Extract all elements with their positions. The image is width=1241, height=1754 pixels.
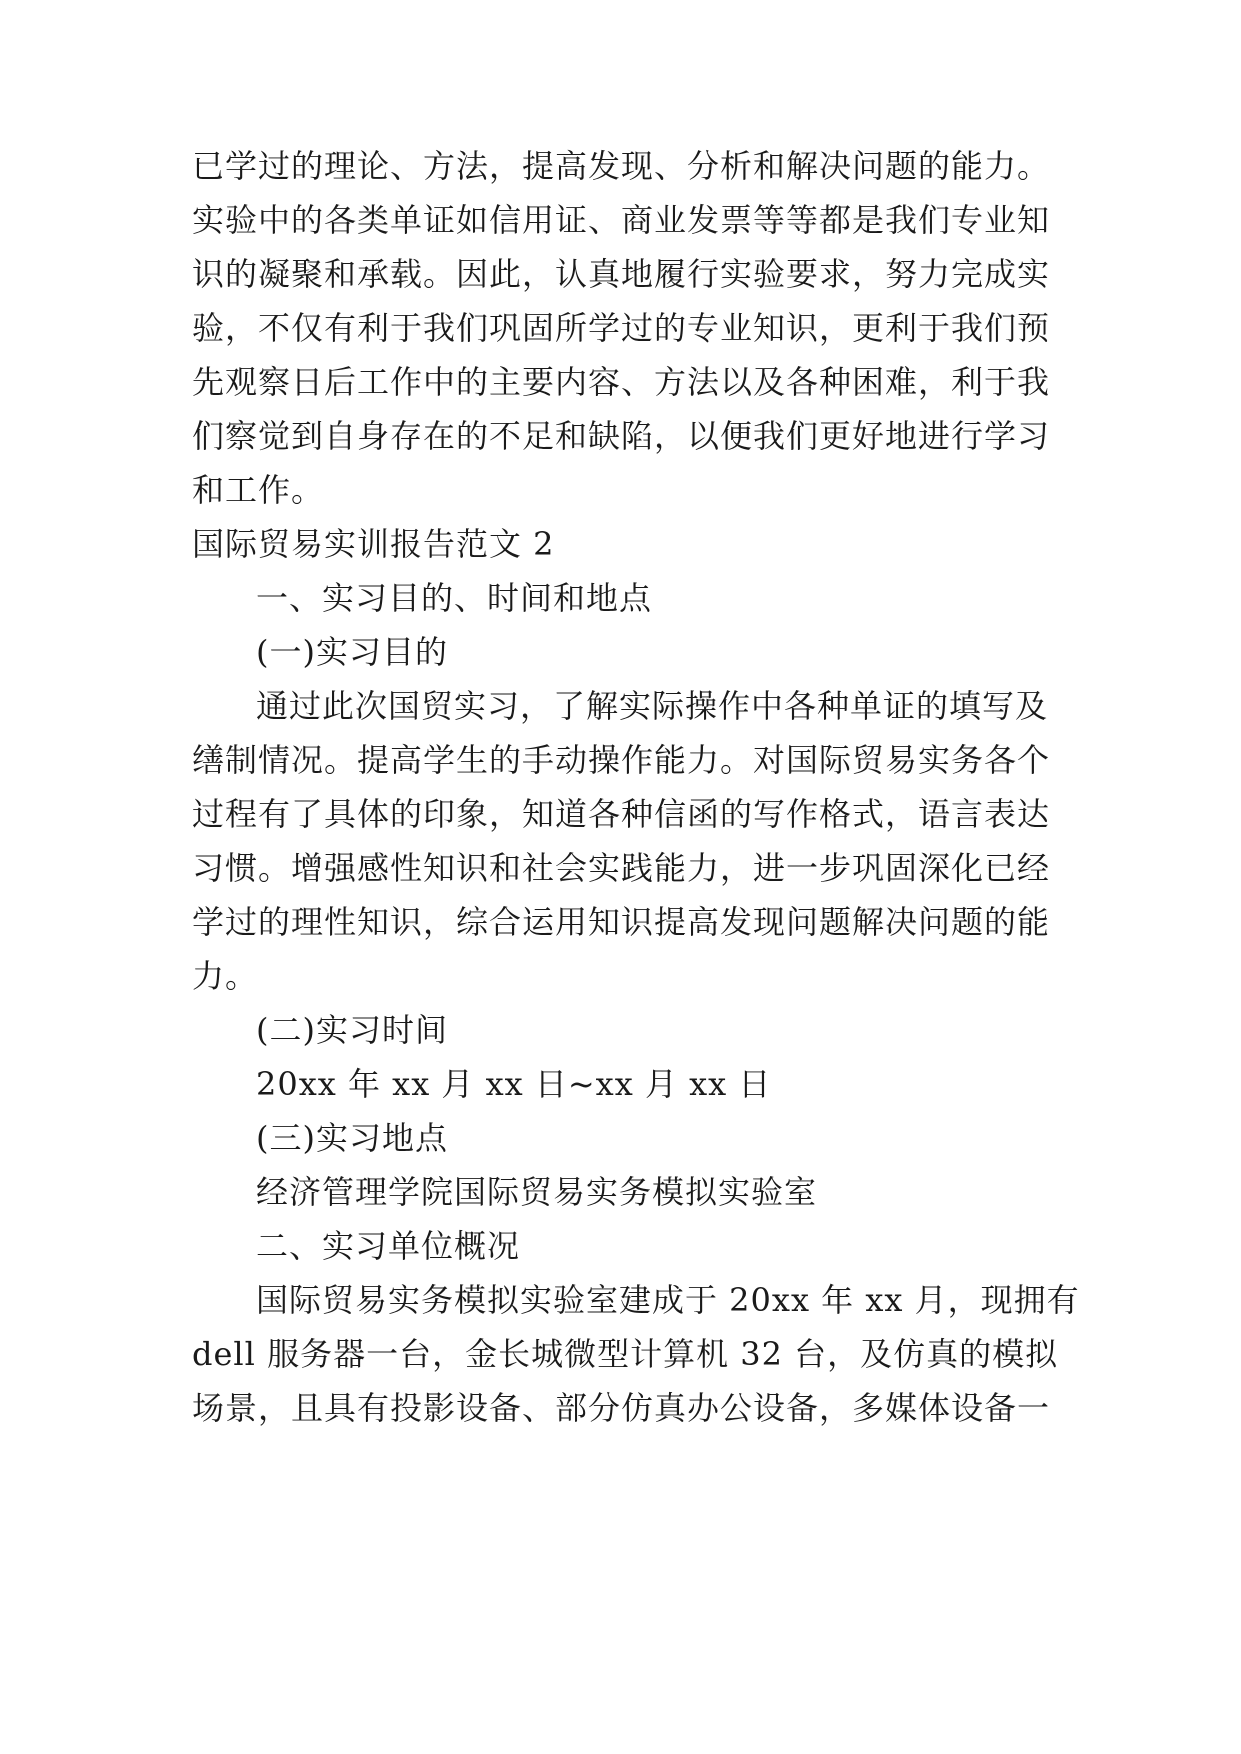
paragraph-line: 实验中的各类单证如信用证、商业发票等等都是我们专业知 — [192, 201, 1051, 239]
paragraph-line: 过程有了具体的印象，知道各种信函的写作格式，语言表达 — [192, 795, 1051, 833]
paragraph-line: 习惯。增强感性知识和社会实践能力，进一步巩固深化已经 — [192, 849, 1051, 887]
paragraph-line: 通过此次国贸实习，了解实际操作中各种单证的填写及 — [256, 687, 1049, 725]
subsection-heading: (二)实习时间 — [256, 1011, 448, 1049]
section-heading: 一、实习目的、时间和地点 — [256, 579, 653, 617]
subsection-heading: (三)实习地点 — [256, 1119, 448, 1157]
internship-location: 经济管理学院国际贸易实务模拟实验室 — [256, 1173, 818, 1211]
paragraph-line: 国际贸易实务模拟实验室建成于 20xx 年 xx 月，现拥有 — [256, 1281, 1080, 1319]
paragraph-line: 识的凝聚和承载。因此，认真地履行实验要求，努力完成实 — [192, 255, 1051, 293]
paragraph-line: 验，不仅有利于我们巩固所学过的专业知识，更利于我们预 — [192, 309, 1051, 347]
subsection-heading: (一)实习目的 — [256, 633, 448, 671]
paragraph-line: 缮制情况。提高学生的手动操作能力。对国际贸易实务各个 — [192, 741, 1051, 779]
paragraph-line: 已学过的理论、方法，提高发现、分析和解决问题的能力。 — [192, 147, 1051, 185]
paragraph-line: 先观察日后工作中的主要内容、方法以及各种困难，利于我 — [192, 363, 1051, 401]
paragraph-line: 们察觉到自身存在的不足和缺陷，以便我们更好地进行学习 — [192, 417, 1051, 455]
section-heading: 二、实习单位概况 — [256, 1227, 521, 1265]
paragraph-line: 学过的理性知识，综合运用知识提高发现问题解决问题的能 — [192, 903, 1051, 941]
document-title: 国际贸易实训报告范文 2 — [192, 525, 555, 563]
paragraph-line: 场景，且具有投影设备、部分仿真办公设备，多媒体设备一 — [192, 1389, 1051, 1427]
paragraph-line: 力。 — [192, 957, 259, 995]
paragraph-line: 和工作。 — [192, 471, 325, 509]
paragraph-line: dell 服务器一台，金长城微型计算机 32 台，及仿真的模拟 — [192, 1335, 1059, 1373]
internship-dates: 20xx 年 xx 月 xx 日~xx 月 xx 日 — [256, 1065, 772, 1103]
